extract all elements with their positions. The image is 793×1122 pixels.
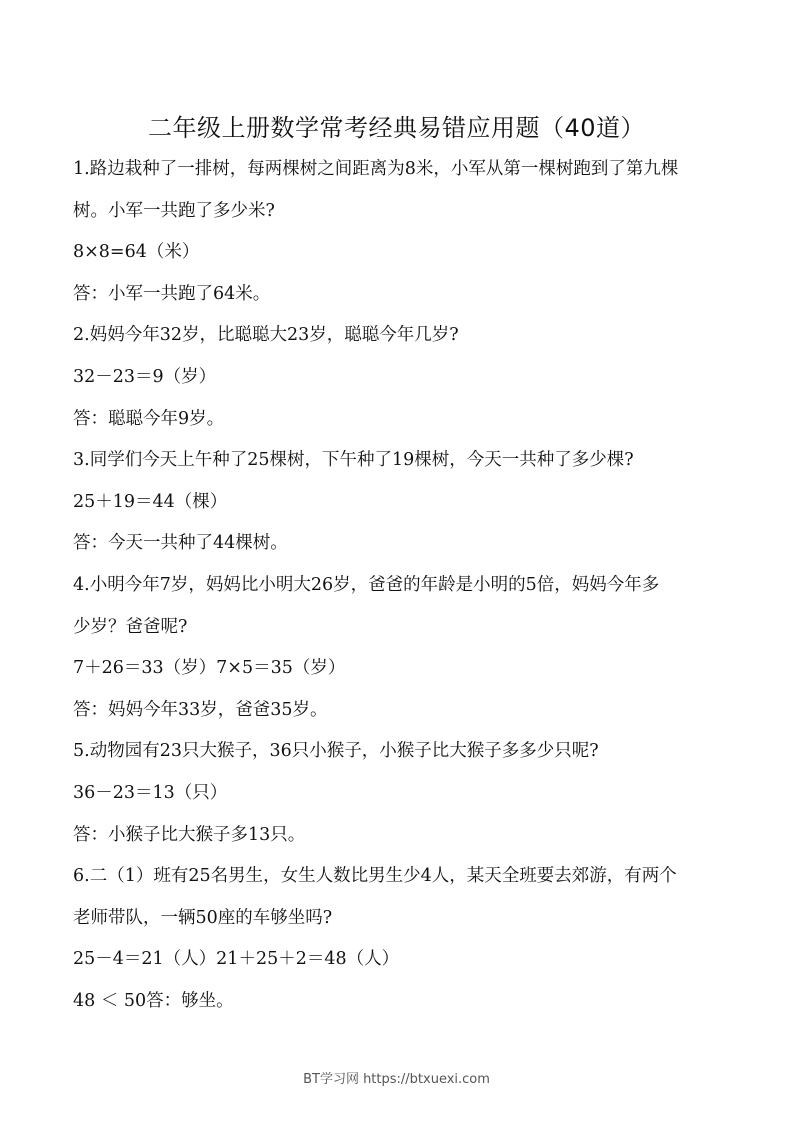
text-line: 25－4＝21（人）21＋25＋2＝48（人） (73, 949, 400, 970)
footer-watermark: BT学习网 https://btxuexi.com (303, 1072, 490, 1087)
text-line: 树。小军一共跑了多少米? (73, 200, 275, 221)
problem-list (73, 154, 733, 1027)
text-line: 36－23＝13（只） (73, 782, 228, 803)
text-line: 25＋19＝44（棵） (73, 491, 228, 512)
text-line: 答：今天一共种了44棵树。 (73, 533, 288, 554)
text-line: 1.路边栽种了一排树，每两棵树之间距离为8米，小军从第一棵树跑到了第九棵 (73, 159, 679, 179)
text-line: 5.动物园有23只大猴子，36只小猴子，小猴子比大猴子多多少只呢? (73, 741, 599, 762)
text-line: 7＋26＝33（岁）7×5＝35（岁） (73, 658, 346, 679)
text-line: 48 ＜ 50答：够坐。 (73, 990, 234, 1011)
text-line: 8×8=64（米） (73, 242, 200, 263)
document-title: 二年级上册数学常考经典易错应用题（40道） (147, 114, 646, 142)
text-line: 老师带队，一辆50座的车够坐吗? (73, 907, 333, 928)
text-line: 6.二（1）班有25名男生，女生人数比男生少4人，某天全班要去郊游，有两个 (73, 866, 677, 887)
text-line: 少岁？爸爸呢? (73, 616, 188, 637)
text-line: 答：小军一共跑了64米。 (73, 283, 271, 304)
text-line: 3.同学们今天上午种了25棵树，下午种了19棵树，今天一共种了多少棵? (73, 450, 634, 471)
text-line: 答：聪聪今年9岁。 (73, 408, 225, 429)
text-line: 4.小明今年7岁，妈妈比小明大26岁，爸爸的年龄是小明的5倍，妈妈今年多 (73, 574, 660, 595)
text-line: 32－23＝9（岁） (73, 366, 217, 387)
text-line: 2.妈妈今年32岁，比聪聪大23岁，聪聪今年几岁? (73, 325, 459, 346)
text-line: 答：妈妈今年33岁，爸爸35岁。 (73, 699, 328, 720)
text-line: 答：小猴子比大猴子多13只。 (73, 824, 306, 845)
